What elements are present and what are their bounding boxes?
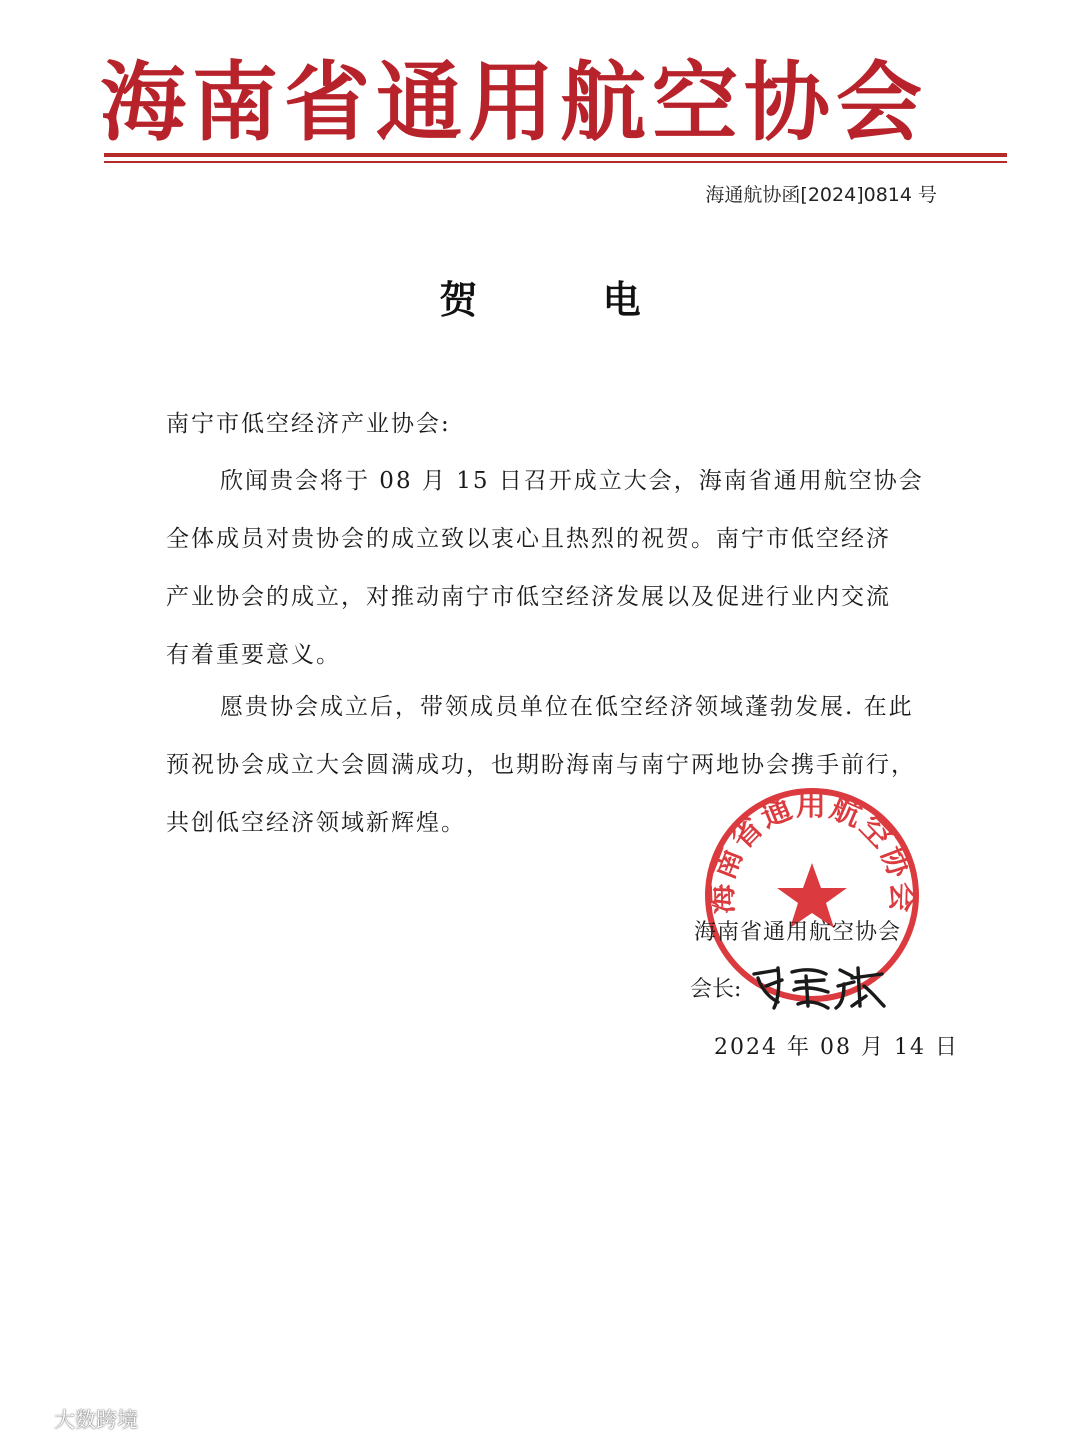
document-title: 贺 电 [439,278,697,322]
paragraph-line: 预祝协会成立大会圆满成功，也期盼海南与南宁两地协会携手前行， [166,752,916,778]
paragraph-line: 产业协会的成立，对推动南宁市低空经济发展以及促进行业内交流 [166,584,891,610]
salutation: 南宁市低空经济产业协会: [166,411,451,437]
letterhead-rule-thin [104,161,1007,163]
watermark-text: 大数跨境 [54,1408,138,1432]
handwritten-signature [748,956,888,1012]
body-paragraph-1 [166,452,924,684]
paragraph-line: 欣闻贵会将于 08 月 15 日召开成立大会，海南省通用航空协会 [220,468,924,494]
paragraph-line: 愿贵协会成立后，带领成员单位在低空经济领域蓬勃发展. 在此 [220,694,914,720]
seal-text: 海南省通用航空协会 [704,788,920,915]
president-label: 会长: [690,977,742,1002]
platform-logo-icon [8,1405,48,1433]
letterhead-rule-thick [104,153,1007,157]
watermark [8,1404,138,1434]
paragraph-line: 有着重要意义。 [166,642,341,668]
letterhead-title: 海南省通用航空协会 [100,53,928,153]
paragraph-line: 全体成员对贵协会的成立致以衷心且热烈的祝贺。南宁市低空经济 [166,526,891,552]
paragraph-line: 共创低空经济领域新辉煌。 [166,810,466,836]
signoff-organization: 海南省通用航空协会 [694,920,902,945]
document-number: 海通航协函[2024]0814 号 [705,184,937,206]
signoff-date: 2024 年 08 月 14 日 [714,1035,959,1060]
